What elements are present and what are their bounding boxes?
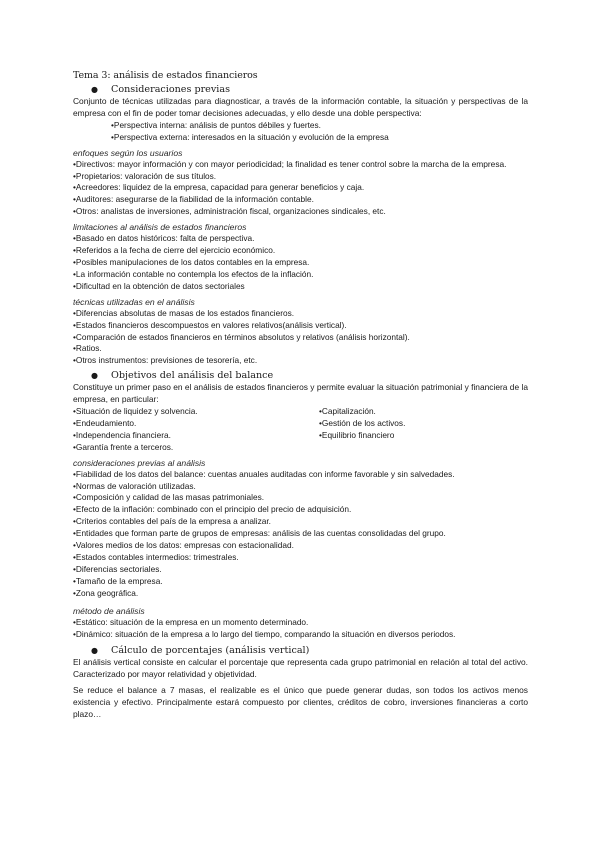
section-heading-consideraciones bbox=[73, 83, 528, 96]
list-item: •Dificultad en la obtención de datos sectoriales bbox=[73, 280, 245, 291]
list-item: •Fiabilidad de los datos del balance: cuentas anuales auditadas con informe favorable y sin salvedades. bbox=[73, 468, 455, 479]
list-item: •Zona geográfica. bbox=[73, 587, 139, 598]
list-item: •Dinámico: situación de la empresa a lo largo del tiempo, comparando la situación en diversos periodos. bbox=[73, 628, 456, 639]
list-item: •Ratios. bbox=[73, 343, 102, 354]
list-item: •Tamaño de la empresa. bbox=[73, 575, 163, 586]
subheading-limitaciones: limitaciones al análisis de estados financieros bbox=[73, 222, 247, 233]
bullet-icon: ● bbox=[91, 85, 98, 94]
objectives-column-right bbox=[319, 406, 528, 454]
list-item: •Auditores: asegurarse de la fiabilidad de la información contable. bbox=[73, 194, 314, 205]
list-item: •Comparación de estados financieros en términos absolutos y relativos (análisis horizontal). bbox=[73, 331, 410, 342]
list-item: •Valores medios de los datos: empresas con estacionalidad. bbox=[73, 540, 294, 551]
list-item: •Basado en datos históricos: falta de perspectiva. bbox=[73, 233, 255, 244]
subheading-consideraciones-analisis: consideraciones previas al análisis bbox=[73, 457, 206, 468]
list-item: •Otros: analistas de inversiones, administración fiscal, organizaciones sindicales, etc. bbox=[73, 206, 386, 217]
intro-paragraph: Conjunto de técnicas utilizadas para diagnosticar, a través de la información contable, la situación y perspectivas de la empresa con el fin de poder tomar decisiones adecuadas, y ello desde una doble perspectiva: bbox=[73, 96, 528, 118]
list-item: •Equilibrio financiero bbox=[319, 429, 395, 440]
list-item: •Efecto de la inflación: combinado con el principio del precio de adquisición. bbox=[73, 504, 352, 515]
document-title: Tema 3: análisis de estados financieros bbox=[73, 70, 258, 81]
bullet-icon: ● bbox=[91, 646, 98, 656]
list-item: •Gestión de los activos. bbox=[319, 417, 406, 428]
list-item: •Entidades que forman parte de grupos de empresas: análisis de las cuentas consolidadas del grupo. bbox=[73, 528, 446, 539]
list-item: •Capitalización. bbox=[319, 406, 376, 417]
subheading-tecnicas: técnicas utilizadas en el análisis bbox=[73, 296, 195, 307]
list-item: •Posibles manipulaciones de los datos contables en la empresa. bbox=[73, 256, 310, 267]
section-heading-text: Consideraciones previas bbox=[111, 84, 230, 95]
list-item: •Referidos a la fecha de cierre del ejercicio económico. bbox=[73, 245, 276, 256]
subheading-enfoques: enfoques según los usuarios bbox=[73, 147, 183, 158]
list-item: •Composición y calidad de las masas patrimoniales. bbox=[73, 492, 265, 503]
list-item: •Criterios contables del país de la empresa a analizar. bbox=[73, 516, 271, 527]
list-item: •Diferencias absolutas de masas de los estados financieros. bbox=[73, 307, 295, 318]
list-item: •Estados contables intermedios: trimestrales. bbox=[73, 552, 239, 562]
intro-paragraph: Constituye un primer paso en el análisis de estados financieros y permite evaluar la situación patrimonial y financiera de la empresa, en particular: bbox=[73, 382, 528, 405]
list-item: •Garantía frente a terceros. bbox=[73, 441, 174, 452]
body-paragraph: Se reduce el balance a 7 masas, el realizable es el único que puede generar dudas, son todos los activos menos existencia y efectivo. Principalmente estará compuesto por clientes, créditos de cobro, inversiones financieras a corto plazo… bbox=[73, 685, 528, 720]
list-item: •Situación de liquidez y solvencia. bbox=[73, 406, 198, 417]
list-item: •Propietarios: valoración de sus títulos. bbox=[73, 170, 217, 181]
list-item: •Normas de valoración utilizadas. bbox=[73, 480, 196, 491]
section-heading-objetivos bbox=[73, 369, 528, 382]
list-item: •Estados financieros descompuestos en valores relativos(análisis vertical). bbox=[73, 319, 347, 330]
objectives-column-left bbox=[73, 406, 319, 454]
list-item: •Endeudamiento. bbox=[73, 417, 137, 428]
perspective-item: •Perspectiva externa: interesados en la situación y evolución de la empresa bbox=[111, 131, 389, 142]
section-heading-text: Cálculo de porcentajes (análisis vertical) bbox=[111, 645, 310, 657]
list-item: •Acreedores: liquidez de la empresa, capacidad para generar beneficios y caja. bbox=[73, 182, 365, 193]
section-heading-calculo bbox=[73, 644, 528, 657]
bullet-icon: ● bbox=[91, 371, 98, 381]
perspective-item: •Perspectiva interna: análisis de puntos débiles y fuertes. bbox=[111, 119, 321, 130]
list-item: •Estático: situación de la empresa en un momento determinado. bbox=[73, 616, 309, 627]
list-item: •Independencia financiera. bbox=[73, 429, 171, 440]
list-item: •Diferencias sectoriales. bbox=[73, 563, 162, 574]
list-item: •Otros instrumentos: previsiones de tesorería, etc. bbox=[73, 355, 258, 366]
document-page bbox=[73, 70, 528, 721]
list-item: •La información contable no contempla los efectos de la inflación. bbox=[73, 268, 314, 279]
subheading-metodo: método de análisis bbox=[73, 605, 145, 616]
objectives-columns bbox=[73, 406, 528, 454]
list-item: •Directivos: mayor información y con mayor periodicidad; la finalidad es tener control sobre la marcha de la empresa. bbox=[73, 158, 507, 169]
section-heading-text: Objetivos del análisis del balance bbox=[111, 370, 274, 382]
body-paragraph: El análisis vertical consiste en calcular el porcentaje que representa cada grupo patrimonial en relación al total del activo. Caracterizado por mayor relatividad y objetividad. bbox=[73, 657, 528, 680]
